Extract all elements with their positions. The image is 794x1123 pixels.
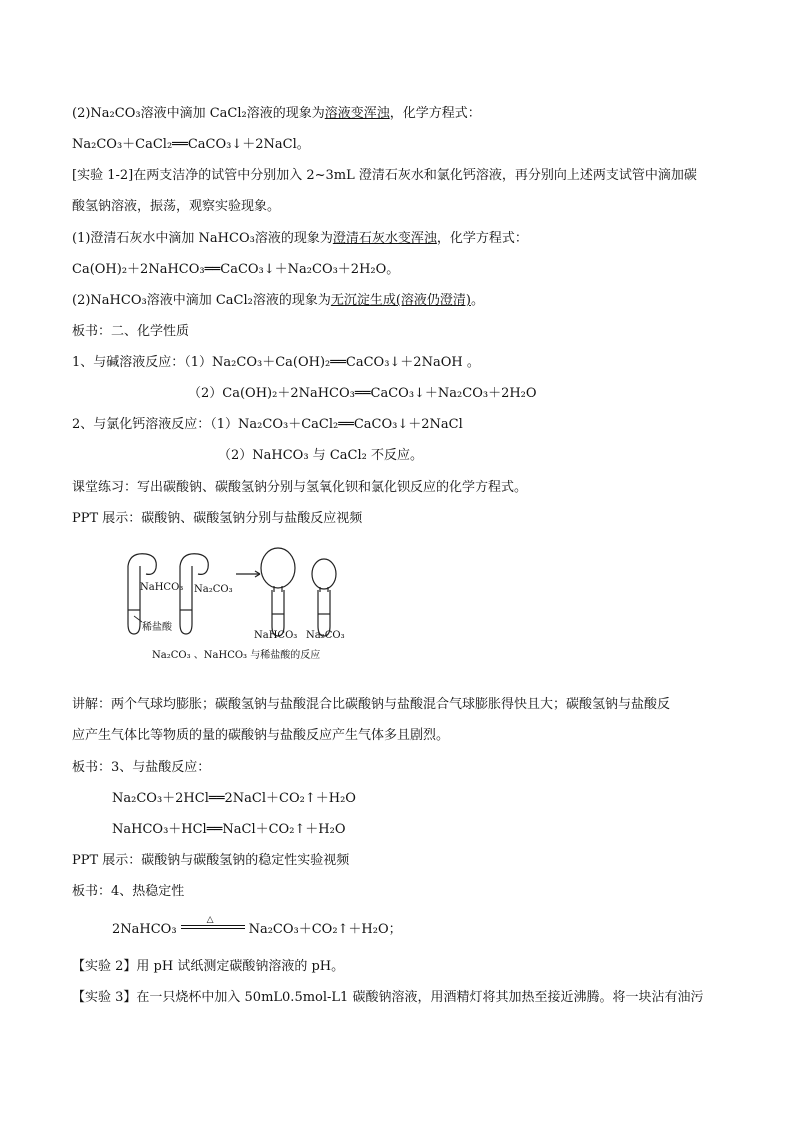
ppt-show-stability-video: PPT 展示：碳酸钠与碳酸氢钠的稳定性实验视频	[72, 853, 350, 868]
balloon-3-inflated-large	[261, 548, 295, 588]
label-na2co3-before: Na₂CO₃	[194, 584, 233, 595]
equation-caoh2-nahco3: Ca(OH)₂＋2NaHCO₃══CaCO₃↓＋Na₂CO₃＋2H₂O。	[72, 262, 400, 277]
explanation-line2: 应产生气体比等物质的量的碳酸钠与盐酸反应产生气体多且剧烈。	[72, 728, 450, 743]
experiment-1-2-line1: [实验 1-2]在两支洁净的试管中分别加入 2~3mL 澄清石灰水和氯化钙溶液，再分别向上述两支试管中滴加碳	[72, 168, 697, 183]
reaction-figure	[118, 546, 358, 664]
line-limewater-nahco3-phenomenon: (1)澄清石灰水中滴加 NaHCO₃溶液的现象为澄清石灰水变浑浊，化学方程式：	[72, 231, 528, 246]
balloon-2-deflated	[180, 554, 208, 575]
answer-underline: 澄清石灰水变浑浊	[332, 231, 437, 246]
board-item-1-line2: （2）Ca(OH)₂＋2NaHCO₃══CaCO₃↓＋Na₂CO₃＋2H₂O	[188, 386, 537, 401]
explanation-line1: 讲解：两个气球均膨胀；碳酸氢钠与盐酸混合比碳酸钠与盐酸混合气球膨胀得快且大；碳酸氢钠与盐酸反	[72, 697, 671, 712]
label-na2co3-after: Na₂CO₃	[306, 630, 345, 641]
ppt-show-acid-video: PPT 展示：碳酸钠、碳酸氢钠分别与盐酸反应视频	[72, 511, 363, 526]
label-nahco3-after: NaHCO₃	[254, 630, 298, 641]
equation-na2co3-cacl2: Na₂CO₃＋CaCl₂══CaCO₃↓＋2NaCl。	[72, 137, 310, 152]
figure-caption: Na₂CO₃ 、NaHCO₃ 与稀盐酸的反应	[152, 650, 321, 661]
answer-underline: 溶液变浑浊	[324, 106, 390, 121]
board-item-2-line2: （2）NaHCO₃ 与 CaCl₂ 不反应。	[218, 448, 423, 463]
line-nahco3-cacl2-phenomenon: (2)NaHCO₃溶液中滴加 CaCl₂溶液的现象为无沉淀生成(溶液仍澄清)。	[72, 293, 485, 308]
label-nahco3-before: NaHCO₃	[140, 582, 184, 593]
board-item-3: 板书：3、与盐酸反应：	[72, 760, 211, 775]
label-dilute-hcl: 稀盐酸	[142, 622, 172, 633]
board-heading-chemical-properties: 板书：二、化学性质	[72, 324, 190, 339]
heating-arrow	[181, 915, 245, 933]
answer-underline: 无沉淀生成(溶液仍澄清)	[330, 293, 471, 308]
board-item-4: 板书：4、热稳定性	[72, 884, 185, 899]
equation-nahco3-decomposition: 2NaHCO₃ △ Na₂CO₃＋CO₂↑＋H₂O；	[112, 915, 402, 937]
line-na2co3-cacl2-phenomenon: (2)Na₂CO₃溶液中滴加 CaCl₂溶液的现象为溶液变浑浊，化学方程式：	[72, 106, 481, 121]
class-exercise: 课堂练习：写出碳酸钠、碳酸氢钠分别与氢氧化钡和氯化钡反应的化学方程式。	[72, 480, 528, 495]
experiment-3: 【实验 3】在一只烧杯中加入 50mL0.5mol-L1 碳酸钠溶液，用酒精灯将其加热至接近沸腾。将一块沾有油污	[72, 990, 704, 1005]
balloon-1-deflated	[128, 554, 156, 575]
delta-symbol: △	[206, 915, 214, 925]
board-item-1-line1: 1、与碱溶液反应：（1）Na₂CO₃＋Ca(OH)₂══CaCO₃↓＋2NaOH 。	[72, 355, 480, 370]
test-tube-2	[180, 566, 192, 634]
test-tube-1	[128, 566, 140, 634]
experiment-2: 【实验 2】用 pH 试纸测定碳酸钠溶液的 pH。	[72, 959, 345, 974]
equation-nahco3-hcl: NaHCO₃＋HCl══NaCl＋CO₂↑＋H₂O	[112, 822, 346, 837]
board-item-2-line1: 2、与氯化钙溶液反应：（1）Na₂CO₃＋CaCl₂══CaCO₃↓＋2NaCl	[72, 417, 463, 432]
experiment-1-2-line2: 酸氢钠溶液，振荡，观察实验现象。	[72, 199, 281, 214]
equation-na2co3-hcl: Na₂CO₃＋2HCl══2NaCl＋CO₂↑＋H₂O	[112, 791, 356, 806]
balloon-4-inflated-small	[312, 559, 336, 589]
